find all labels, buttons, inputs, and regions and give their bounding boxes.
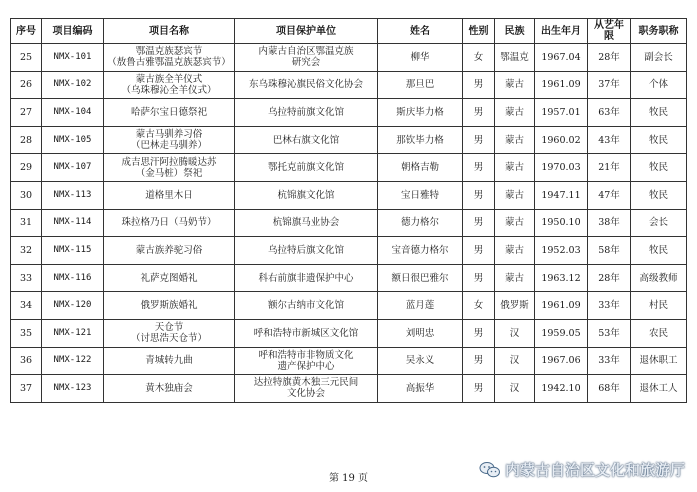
cell-protection-unit: 鄂托克前旗文化馆 (235, 154, 378, 182)
cell-job-title: 牧民 (631, 154, 687, 182)
wechat-icon (479, 461, 501, 479)
cell-job-title: 牧民 (631, 237, 687, 265)
table-header-row (11, 19, 687, 44)
cell-row-index: 28 (11, 126, 42, 154)
cell-project-code: NMX-104 (42, 99, 104, 127)
watermark-text: 内蒙古自治区文化和旅游厅 (504, 461, 685, 479)
cell-birth-date: 1967.04 (535, 44, 588, 72)
cell-protection-unit: 达拉特旗黄木独三元民间 文化协会 (235, 375, 378, 403)
cell-project-name: 黄木独庙会 (104, 375, 235, 403)
page-number: 第 19 页 (328, 473, 369, 484)
heritage-inheritor-table-container (10, 18, 686, 403)
cell-birth-date: 1967.06 (535, 347, 588, 375)
cell-birth-date: 1961.09 (535, 292, 588, 320)
cell-project-name: 蒙古马驯养习俗 （巴林走马驯养） (104, 126, 235, 154)
cell-job-title: 高级教师 (631, 264, 687, 292)
cell-project-name: 哈萨尔宝日德祭祀 (104, 99, 235, 127)
header-name: 姓名 (378, 19, 463, 44)
heritage-inheritor-table (10, 18, 687, 403)
cell-years-practice: 68年 (588, 375, 631, 403)
cell-inheritor-name: 斯庆毕力格 (378, 99, 463, 127)
cell-project-name: 天仓节 （讨思浩天仓节） (104, 319, 235, 347)
cell-protection-unit: 东乌珠穆沁旗民俗文化协会 (235, 71, 378, 99)
cell-project-name: 礼萨克图婚礼 (104, 264, 235, 292)
cell-project-code: NMX-102 (42, 71, 104, 99)
cell-job-title: 会长 (631, 209, 687, 237)
cell-protection-unit: 科右前旗非遗保护中心 (235, 264, 378, 292)
cell-ethnicity: 蒙古 (495, 237, 535, 265)
cell-inheritor-name: 那旦巴 (378, 71, 463, 99)
cell-protection-unit: 呼和浩特市非物质文化 遗产保护中心 (235, 347, 378, 375)
cell-job-title: 牧民 (631, 126, 687, 154)
cell-project-code: NMX-116 (42, 264, 104, 292)
cell-ethnicity: 蒙古 (495, 99, 535, 127)
table-row (11, 347, 687, 375)
cell-gender: 男 (463, 319, 495, 347)
cell-project-code: NMX-107 (42, 154, 104, 182)
cell-inheritor-name: 宝日雅特 (378, 181, 463, 209)
cell-project-code: NMX-113 (42, 181, 104, 209)
table-row (11, 99, 687, 127)
cell-years-practice: 33年 (588, 347, 631, 375)
cell-gender: 女 (463, 292, 495, 320)
cell-birth-date: 1960.02 (535, 126, 588, 154)
cell-inheritor-name: 蓝月莲 (378, 292, 463, 320)
cell-project-code: NMX-123 (42, 375, 104, 403)
header-birth-date: 出生年月 (535, 19, 588, 44)
cell-years-practice: 28年 (588, 44, 631, 72)
cell-project-code: NMX-101 (42, 44, 104, 72)
cell-row-index: 31 (11, 209, 42, 237)
cell-gender: 男 (463, 375, 495, 403)
cell-row-index: 36 (11, 347, 42, 375)
cell-birth-date: 1952.03 (535, 237, 588, 265)
cell-birth-date: 1970.03 (535, 154, 588, 182)
cell-birth-date: 1957.01 (535, 99, 588, 127)
cell-ethnicity: 蒙古 (495, 71, 535, 99)
cell-project-name: 珠拉格乃日（马奶节） (104, 209, 235, 237)
cell-years-practice: 38年 (588, 209, 631, 237)
cell-inheritor-name: 朝格吉勒 (378, 154, 463, 182)
cell-inheritor-name: 德力格尔 (378, 209, 463, 237)
cell-ethnicity: 汉 (495, 319, 535, 347)
cell-project-name: 鄂温克族瑟宾节 （敖鲁古雅鄂温克族瑟宾节） (104, 44, 235, 72)
table-row (11, 209, 687, 237)
cell-job-title: 个体 (631, 71, 687, 99)
cell-row-index: 37 (11, 375, 42, 403)
cell-birth-date: 1942.10 (535, 375, 588, 403)
cell-project-code: NMX-115 (42, 237, 104, 265)
cell-protection-unit: 杭锦旗马业协会 (235, 209, 378, 237)
cell-years-practice: 28年 (588, 264, 631, 292)
header-project-name: 项目名称 (104, 19, 235, 44)
cell-project-code: NMX-122 (42, 347, 104, 375)
cell-gender: 男 (463, 99, 495, 127)
cell-years-practice: 58年 (588, 237, 631, 265)
cell-years-practice: 37年 (588, 71, 631, 99)
cell-birth-date: 1959.05 (535, 319, 588, 347)
cell-gender: 男 (463, 71, 495, 99)
table-row (11, 292, 687, 320)
cell-job-title: 农民 (631, 319, 687, 347)
cell-protection-unit: 巴林右旗文化馆 (235, 126, 378, 154)
cell-project-name: 青城转九曲 (104, 347, 235, 375)
cell-project-name: 蒙古族全羊仪式 （乌珠穆沁全羊仪式） (104, 71, 235, 99)
cell-years-practice: 21年 (588, 154, 631, 182)
cell-birth-date: 1947.11 (535, 181, 588, 209)
header-years-practice: 从艺年限 (588, 19, 631, 44)
cell-inheritor-name: 那钦毕力格 (378, 126, 463, 154)
header-protection-unit: 项目保护单位 (235, 19, 378, 44)
header-ethnicity: 民族 (495, 19, 535, 44)
table-body (11, 44, 687, 403)
cell-inheritor-name: 高振华 (378, 375, 463, 403)
cell-inheritor-name: 宝音德力格尔 (378, 237, 463, 265)
cell-gender: 男 (463, 154, 495, 182)
cell-ethnicity: 蒙古 (495, 264, 535, 292)
cell-project-name: 俄罗斯族婚礼 (104, 292, 235, 320)
cell-job-title: 村民 (631, 292, 687, 320)
cell-project-code: NMX-114 (42, 209, 104, 237)
cell-job-title: 副会长 (631, 44, 687, 72)
cell-years-practice: 33年 (588, 292, 631, 320)
cell-protection-unit: 杭锦旗文化馆 (235, 181, 378, 209)
cell-inheritor-name: 额日很巴雅尔 (378, 264, 463, 292)
table-row (11, 154, 687, 182)
cell-row-index: 30 (11, 181, 42, 209)
cell-project-name: 道格里木日 (104, 181, 235, 209)
cell-gender: 男 (463, 264, 495, 292)
cell-row-index: 34 (11, 292, 42, 320)
cell-job-title: 牧民 (631, 181, 687, 209)
cell-birth-date: 1963.12 (535, 264, 588, 292)
cell-gender: 男 (463, 209, 495, 237)
cell-years-practice: 47年 (588, 181, 631, 209)
header-index: 序号 (11, 19, 42, 44)
cell-row-index: 29 (11, 154, 42, 182)
cell-gender: 男 (463, 237, 495, 265)
cell-inheritor-name: 吴永义 (378, 347, 463, 375)
cell-ethnicity: 汉 (495, 347, 535, 375)
cell-job-title: 牧民 (631, 99, 687, 127)
cell-row-index: 26 (11, 71, 42, 99)
cell-gender: 男 (463, 347, 495, 375)
header-title: 职务职称 (631, 19, 687, 44)
cell-years-practice: 43年 (588, 126, 631, 154)
cell-row-index: 32 (11, 237, 42, 265)
cell-inheritor-name: 柳华 (378, 44, 463, 72)
table-row (11, 264, 687, 292)
cell-row-index: 33 (11, 264, 42, 292)
cell-project-name: 蒙古族养驼习俗 (104, 237, 235, 265)
cell-protection-unit: 内蒙古自治区鄂温克族 研究会 (235, 44, 378, 72)
header-code: 项目编码 (42, 19, 104, 44)
cell-project-name: 成吉思汗阿拉腾暖达苏 （金马桩）祭祀 (104, 154, 235, 182)
cell-ethnicity: 蒙古 (495, 181, 535, 209)
cell-project-code: NMX-121 (42, 319, 104, 347)
cell-gender: 男 (463, 126, 495, 154)
table-row (11, 181, 687, 209)
cell-job-title: 退休工人 (631, 375, 687, 403)
cell-birth-date: 1950.10 (535, 209, 588, 237)
table-row (11, 44, 687, 72)
cell-ethnicity: 汉 (495, 375, 535, 403)
cell-row-index: 25 (11, 44, 42, 72)
cell-ethnicity: 蒙古 (495, 126, 535, 154)
cell-ethnicity: 蒙古 (495, 209, 535, 237)
cell-years-practice: 63年 (588, 99, 631, 127)
cell-ethnicity: 俄罗斯 (495, 292, 535, 320)
cell-project-code: NMX-105 (42, 126, 104, 154)
cell-protection-unit: 额尔古纳市文化馆 (235, 292, 378, 320)
cell-gender: 女 (463, 44, 495, 72)
cell-birth-date: 1961.09 (535, 71, 588, 99)
cell-ethnicity: 蒙古 (495, 154, 535, 182)
table-row (11, 375, 687, 403)
table-row (11, 71, 687, 99)
cell-years-practice: 53年 (588, 319, 631, 347)
cell-job-title: 退休职工 (631, 347, 687, 375)
cell-ethnicity: 鄂温克 (495, 44, 535, 72)
table-row (11, 319, 687, 347)
cell-protection-unit: 乌拉特后旗文化馆 (235, 237, 378, 265)
cell-row-index: 35 (11, 319, 42, 347)
cell-row-index: 27 (11, 99, 42, 127)
cell-protection-unit: 呼和浩特市新城区文化馆 (235, 319, 378, 347)
cell-protection-unit: 乌拉特前旗文化馆 (235, 99, 378, 127)
watermark (479, 459, 685, 480)
header-gender: 性别 (463, 19, 495, 44)
table-row (11, 237, 687, 265)
cell-inheritor-name: 刘明忠 (378, 319, 463, 347)
table-row (11, 126, 687, 154)
cell-gender: 男 (463, 181, 495, 209)
cell-project-code: NMX-120 (42, 292, 104, 320)
